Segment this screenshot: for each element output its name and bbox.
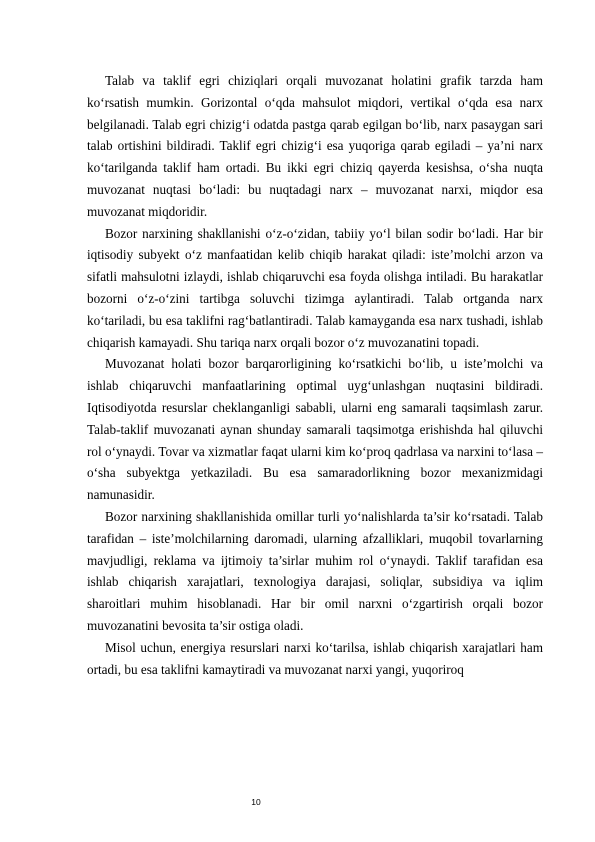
paragraph-market-stability: Muvozanat holati bozor barqarorligining ko‘rsatkichi bo‘lib, u iste’molchi va ishlab chiqaruvchi manfaatlarining optimal uyg‘unlashgan nuqtasini bildiradi. Iqtisodiyotda resurslar cheklanganligi sababli, ularni eng samarali taqsimlash zarur. Talab-taklif muvozanati aynan shunday samarali taqsimotga erishishda hal qiluvchi rol o‘ynaydi. Tovar va xizmatlar faqat ularni kim ko‘proq qadrlasa va narxini to‘lasa – o‘sha subyektga yetkaziladi. Bu esa samaradorlikning bozor mexanizmidagi namunasidir.	[87, 356, 543, 503]
paragraph-energy-example: Misol uchun, energiya resurslari narxi ko‘tarilsa, ishlab chiqarish xarajatlari ham ortadi, bu esa taklifni kamaytiradi va muvozanat narxi yangi, yuqoriroq	[87, 639, 543, 677]
paragraph-price-formation: Bozor narxining shakllanishi o‘z-o‘zidan, tabiiy yo‘l bilan sodir bo‘ladi. Har bir iqtisodiy subyekt o‘z manfaatidan kelib chiqib harakat qiladi: iste’molchi arzon va sifatli mahsulotni izlaydi, ishlab chiqaruvchi esa foyda olishga intiladi. Bu harakatlar bozorni o‘z-o‘zini tartibga soluvchi tizimga aylantiradi. Talab ortganda narx ko‘tariladi, bu esa taklifni rag‘batlantiradi. Talab kamayganda esa narx tushadi, ishlab chiqarish kamayadi. Shu tariqa narx orqali bozor o‘z muvozanatini topadi.	[87, 225, 543, 350]
paragraph-price-factors: Bozor narxining shakllanishida omillar turli yo‘nalishlarda ta’sir ko‘rsatadi. Talab tarafidan – iste’molchilarning daromadi, ularning afzalliklari, muqobil tovarlarning mavjudligi, reklama va ijtimoiy ta’sirlar muhim rol o‘ynaydi. Taklif tarafidan esa ishlab chiqarish xarajatlari, texnologiya darajasi, soliqlar, subsidiya va iqlim sharoitlari muhim hisoblanadi. Har bir omil narxni o‘zgartirish orqali bozor muvozanatini bevosita ta’sir ostiga oladi.	[87, 508, 543, 633]
page-body	[87, 70, 543, 680]
paragraph-graphical-equilibrium: Talab va taklif egri chiziqlari orqali muvozanat holatini grafik tarzda ham ko‘rsatish mumkin. Gorizontal o‘qda mahsulot miqdori, vertikal o‘qda esa narx belgilanadi. Talab egri chizig‘i odatda pastga qarab egilgan bo‘lib, narx pasaygan sari talab ortishini bildiradi. Taklif egri chizig‘i esa yuqoriga qarab egiladi – ya’ni narx ko‘tarilganda taklif ham ortadi. Bu ikki egri chiziq qayerda kesishsa, o‘sha nuqta muvozanat nuqtasi bo‘ladi: bu nuqtadagi narx – muvozanat narxi, miqdor esa muvozanat miqdoridir.	[87, 73, 543, 219]
page-number: 10	[251, 797, 261, 807]
